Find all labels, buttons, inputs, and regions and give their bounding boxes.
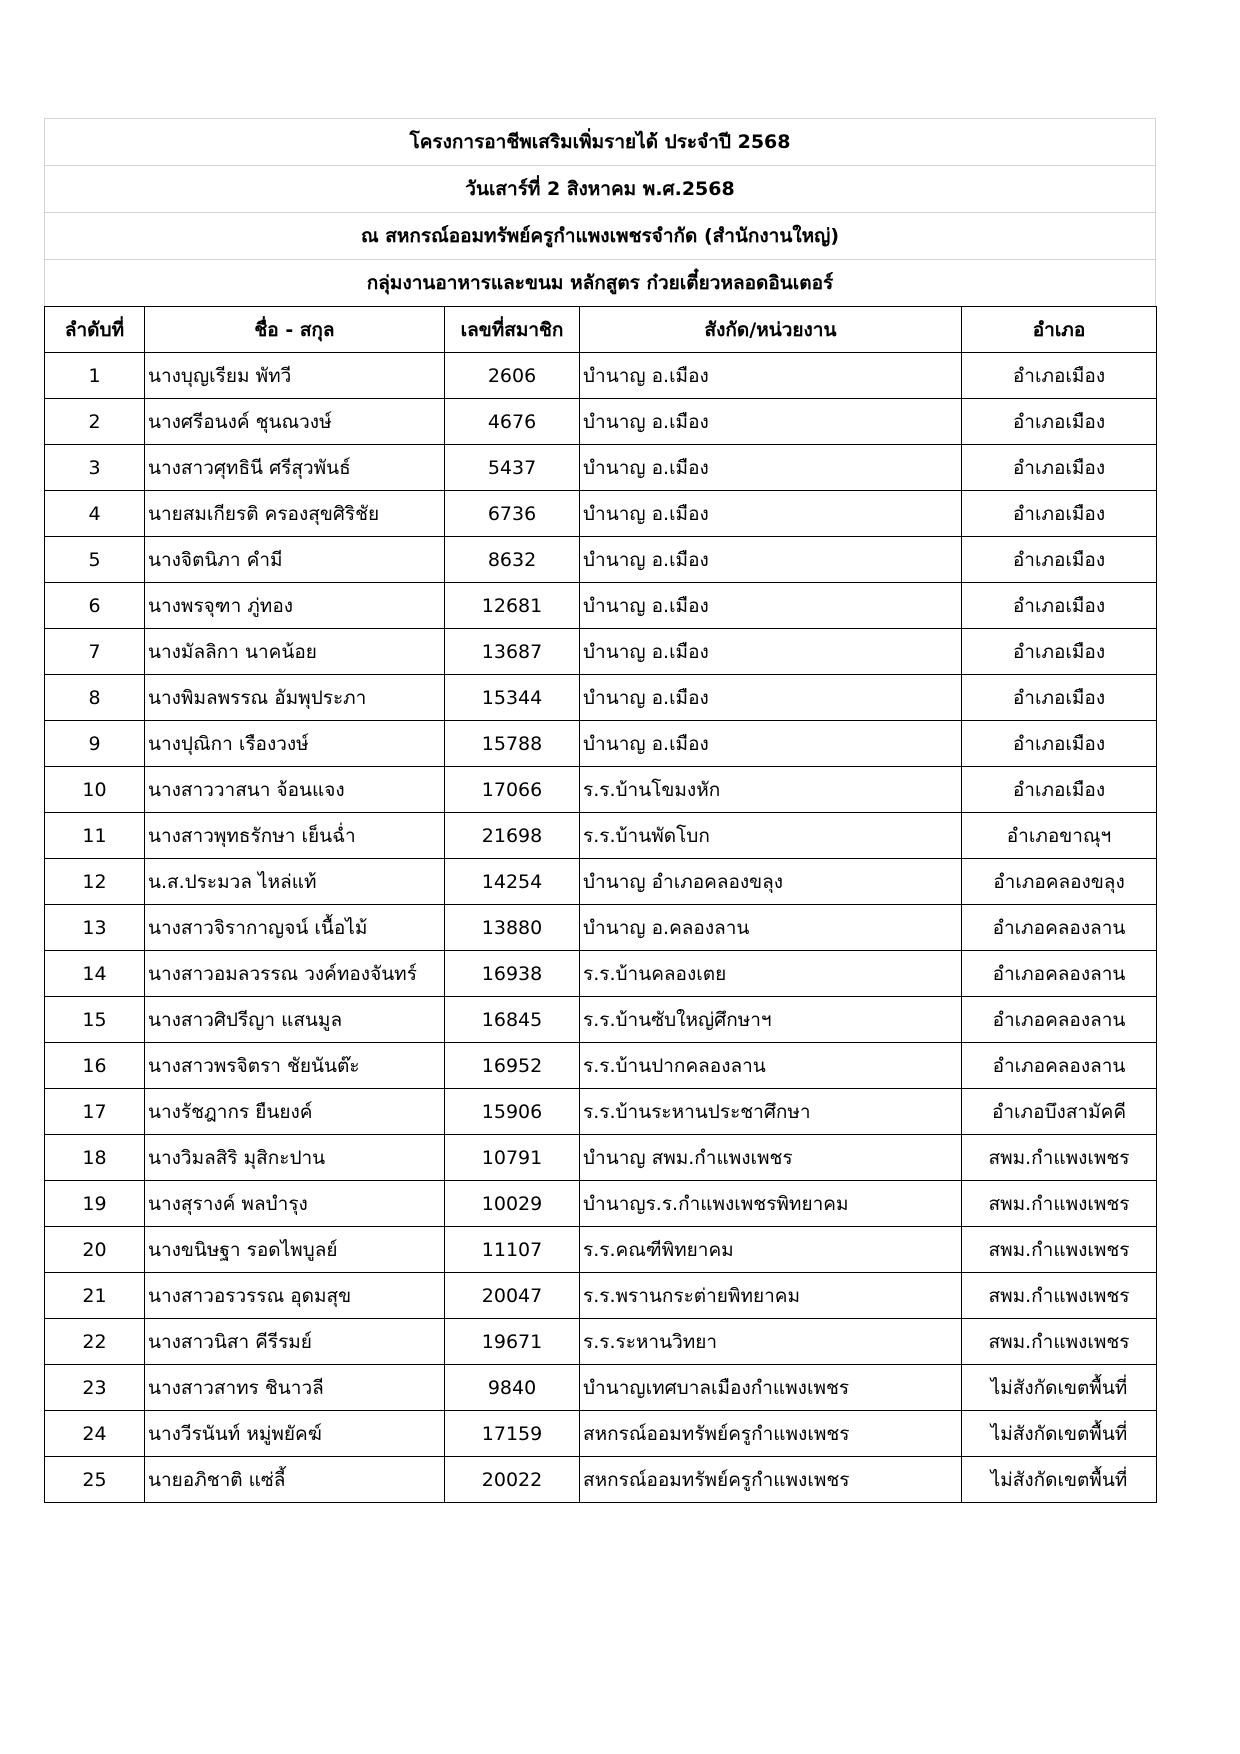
cell-order: 13 [45, 905, 145, 951]
cell-affiliation: ร.ร.คณฑีพิทยาคม [580, 1227, 962, 1273]
cell-district: อำเภอเมือง [962, 583, 1157, 629]
participants-table [44, 306, 1157, 1503]
cell-member-no: 16845 [445, 997, 580, 1043]
cell-order: 17 [45, 1089, 145, 1135]
cell-affiliation: บำนาญ อำเภอคลองขลุง [580, 859, 962, 905]
cell-district: อำเภอเมือง [962, 399, 1157, 445]
table-row [45, 1457, 1157, 1503]
cell-member-no: 15344 [445, 675, 580, 721]
title-course: กลุ่มงานอาหารและขนม หลักสูตร ก๋วยเตี๋ยวหลอดอินเตอร์ [44, 259, 1156, 306]
table-row [45, 399, 1157, 445]
cell-affiliation: บำนาญ อ.เมือง [580, 629, 962, 675]
cell-affiliation: ร.ร.บ้านคลองเตย [580, 951, 962, 997]
cell-order: 20 [45, 1227, 145, 1273]
cell-order: 2 [45, 399, 145, 445]
cell-affiliation: บำนาญ อ.เมือง [580, 445, 962, 491]
cell-affiliation: บำนาญร.ร.กำแพงเพชรพิทยาคม [580, 1181, 962, 1227]
cell-affiliation: บำนาญ อ.คลองลาน [580, 905, 962, 951]
cell-member-no: 5437 [445, 445, 580, 491]
cell-affiliation: ร.ร.บ้านโขมงหัก [580, 767, 962, 813]
cell-member-no: 15906 [445, 1089, 580, 1135]
table-row [45, 1135, 1157, 1181]
cell-order: 24 [45, 1411, 145, 1457]
cell-name: นางจิตนิภา คำมี [145, 537, 445, 583]
cell-name: นางสาวพรจิตรา ชัยนันต๊ะ [145, 1043, 445, 1089]
table-row [45, 1365, 1157, 1411]
cell-district: อำเภอคลองลาน [962, 905, 1157, 951]
cell-member-no: 13880 [445, 905, 580, 951]
header-district: อำเภอ [962, 307, 1157, 353]
title-project: โครงการอาชีพเสริมเพิ่มรายได้ ประจำปี 2568 [44, 118, 1156, 165]
table-header-row [45, 307, 1157, 353]
cell-affiliation: ร.ร.บ้านปากคลองลาน [580, 1043, 962, 1089]
cell-name: นางสาวอมลวรรณ วงค์ทองจันทร์ [145, 951, 445, 997]
cell-order: 3 [45, 445, 145, 491]
cell-district: สพม.กำแพงเพชร [962, 1135, 1157, 1181]
cell-order: 11 [45, 813, 145, 859]
cell-district: อำเภอเมือง [962, 353, 1157, 399]
cell-district: อำเภอคลองลาน [962, 951, 1157, 997]
table-row [45, 1043, 1157, 1089]
cell-district: ไม่สังกัดเขตพื้นที่ [962, 1365, 1157, 1411]
table-row [45, 1411, 1157, 1457]
table-row [45, 583, 1157, 629]
cell-name: นางพรจุฑา ภู่ทอง [145, 583, 445, 629]
cell-order: 14 [45, 951, 145, 997]
table-row [45, 1089, 1157, 1135]
header-member-no: เลขที่สมาชิก [445, 307, 580, 353]
cell-affiliation: บำนาญเทศบาลเมืองกำแพงเพชร [580, 1365, 962, 1411]
table-row [45, 859, 1157, 905]
cell-district: อำเภอเมือง [962, 537, 1157, 583]
cell-order: 16 [45, 1043, 145, 1089]
cell-member-no: 2606 [445, 353, 580, 399]
cell-name: นางสาวอรวรรณ อุดมสุข [145, 1273, 445, 1319]
cell-name: นางศรีอนงค์ ชุนณวงษ์ [145, 399, 445, 445]
cell-order: 23 [45, 1365, 145, 1411]
cell-member-no: 19671 [445, 1319, 580, 1365]
table-row [45, 445, 1157, 491]
table-row [45, 353, 1157, 399]
cell-order: 4 [45, 491, 145, 537]
table-row [45, 721, 1157, 767]
cell-district: ไม่สังกัดเขตพื้นที่ [962, 1457, 1157, 1503]
table-row [45, 1227, 1157, 1273]
cell-member-no: 14254 [445, 859, 580, 905]
cell-name: นางสาวนิสา คีรีรมย์ [145, 1319, 445, 1365]
table-row [45, 537, 1157, 583]
cell-order: 12 [45, 859, 145, 905]
cell-district: อำเภอเมือง [962, 721, 1157, 767]
cell-affiliation: บำนาญ สพม.กำแพงเพชร [580, 1135, 962, 1181]
cell-name: นางวีรนันท์ หมู่พยัคฆ์ [145, 1411, 445, 1457]
cell-member-no: 17159 [445, 1411, 580, 1457]
cell-order: 6 [45, 583, 145, 629]
cell-affiliation: บำนาญ อ.เมือง [580, 721, 962, 767]
table-row [45, 997, 1157, 1043]
cell-name: น.ส.ประมวล ไหล่แท้ [145, 859, 445, 905]
cell-district: สพม.กำแพงเพชร [962, 1319, 1157, 1365]
cell-district: อำเภอคลองขลุง [962, 859, 1157, 905]
cell-district: อำเภอคลองลาน [962, 997, 1157, 1043]
cell-name: นางสาวศิปรีญา แสนมูล [145, 997, 445, 1043]
cell-order: 10 [45, 767, 145, 813]
cell-order: 9 [45, 721, 145, 767]
cell-affiliation: ร.ร.บ้านซับใหญ่ศึกษาฯ [580, 997, 962, 1043]
cell-member-no: 10029 [445, 1181, 580, 1227]
table-row [45, 1181, 1157, 1227]
header-name: ชื่อ - สกุล [145, 307, 445, 353]
cell-order: 1 [45, 353, 145, 399]
table-row [45, 491, 1157, 537]
cell-district: สพม.กำแพงเพชร [962, 1273, 1157, 1319]
cell-affiliation: บำนาญ อ.เมือง [580, 537, 962, 583]
table-row [45, 951, 1157, 997]
cell-name: นางรัชฎากร ยืนยงค์ [145, 1089, 445, 1135]
cell-member-no: 13687 [445, 629, 580, 675]
cell-name: นางขนิษฐา รอดไพบูลย์ [145, 1227, 445, 1273]
cell-affiliation: ร.ร.พรานกระต่ายพิทยาคม [580, 1273, 962, 1319]
cell-name: นางสาวศุทธินี ศรีสุวพันธ์ [145, 445, 445, 491]
cell-name: นายอภิชาติ แซ่ลี้ [145, 1457, 445, 1503]
cell-order: 19 [45, 1181, 145, 1227]
cell-member-no: 9840 [445, 1365, 580, 1411]
cell-affiliation: ร.ร.บ้านระหานประชาศึกษา [580, 1089, 962, 1135]
cell-member-no: 4676 [445, 399, 580, 445]
cell-name: นางสาววาสนา จ้อนแจง [145, 767, 445, 813]
cell-district: อำเภอเมือง [962, 675, 1157, 721]
cell-member-no: 21698 [445, 813, 580, 859]
cell-member-no: 16938 [445, 951, 580, 997]
cell-member-no: 17066 [445, 767, 580, 813]
cell-affiliation: บำนาญ อ.เมือง [580, 675, 962, 721]
cell-name: นางสุรางค์ พลบำรุง [145, 1181, 445, 1227]
header-order: ลำดับที่ [45, 307, 145, 353]
cell-affiliation: บำนาญ อ.เมือง [580, 491, 962, 537]
cell-affiliation: บำนาญ อ.เมือง [580, 353, 962, 399]
cell-name: นางมัลลิกา นาคน้อย [145, 629, 445, 675]
cell-order: 8 [45, 675, 145, 721]
cell-district: สพม.กำแพงเพชร [962, 1227, 1157, 1273]
cell-member-no: 8632 [445, 537, 580, 583]
cell-district: อำเภอเมือง [962, 445, 1157, 491]
header-affiliation: สังกัด/หน่วยงาน [580, 307, 962, 353]
table-row [45, 767, 1157, 813]
cell-order: 25 [45, 1457, 145, 1503]
cell-district: สพม.กำแพงเพชร [962, 1181, 1157, 1227]
cell-name: นางสาวจิรากาญจน์ เนื้อไม้ [145, 905, 445, 951]
cell-order: 7 [45, 629, 145, 675]
cell-name: นางปุณิกา เรืองวงษ์ [145, 721, 445, 767]
cell-name: นางสาวสาทร ชินาวลี [145, 1365, 445, 1411]
cell-order: 18 [45, 1135, 145, 1181]
cell-district: อำเภอเมือง [962, 629, 1157, 675]
cell-member-no: 16952 [445, 1043, 580, 1089]
cell-member-no: 11107 [445, 1227, 580, 1273]
table-row [45, 1273, 1157, 1319]
cell-member-no: 15788 [445, 721, 580, 767]
cell-name: นายสมเกียรติ ครองสุขศิริชัย [145, 491, 445, 537]
cell-member-no: 10791 [445, 1135, 580, 1181]
cell-district: อำเภอบึงสามัคคี [962, 1089, 1157, 1135]
cell-affiliation: ร.ร.ระหานวิทยา [580, 1319, 962, 1365]
cell-order: 22 [45, 1319, 145, 1365]
cell-affiliation: ร.ร.บ้านพัดโบก [580, 813, 962, 859]
cell-district: อำเภอเมือง [962, 491, 1157, 537]
cell-name: นางบุญเรียม พัทวี [145, 353, 445, 399]
table-body [45, 353, 1157, 1503]
cell-name: นางสาวพุทธรักษา เย็นฉ่ำ [145, 813, 445, 859]
cell-order: 15 [45, 997, 145, 1043]
cell-district: อำเภอเมือง [962, 767, 1157, 813]
cell-member-no: 20022 [445, 1457, 580, 1503]
cell-affiliation: บำนาญ อ.เมือง [580, 399, 962, 445]
title-venue: ณ สหกรณ์ออมทรัพย์ครูกำแพงเพชรจำกัด (สำนักงานใหญ่) [44, 212, 1156, 259]
table-row [45, 629, 1157, 675]
cell-member-no: 20047 [445, 1273, 580, 1319]
table-row [45, 813, 1157, 859]
cell-district: ไม่สังกัดเขตพื้นที่ [962, 1411, 1157, 1457]
cell-district: อำเภอคลองลาน [962, 1043, 1157, 1089]
title-date: วันเสาร์ที่ 2 สิงหาคม พ.ศ.2568 [44, 165, 1156, 212]
cell-order: 5 [45, 537, 145, 583]
document-sheet [44, 118, 1156, 1503]
cell-affiliation: สหกรณ์ออมทรัพย์ครูกำแพงเพชร [580, 1411, 962, 1457]
table-row [45, 1319, 1157, 1365]
cell-member-no: 6736 [445, 491, 580, 537]
cell-affiliation: บำนาญ อ.เมือง [580, 583, 962, 629]
cell-name: นางพิมลพรรณ อัมพุประภา [145, 675, 445, 721]
table-row [45, 905, 1157, 951]
cell-district: อำเภอขาณุฯ [962, 813, 1157, 859]
table-row [45, 675, 1157, 721]
cell-name: นางวิมลสิริ มุสิกะปาน [145, 1135, 445, 1181]
cell-affiliation: สหกรณ์ออมทรัพย์ครูกำแพงเพชร [580, 1457, 962, 1503]
cell-order: 21 [45, 1273, 145, 1319]
cell-member-no: 12681 [445, 583, 580, 629]
